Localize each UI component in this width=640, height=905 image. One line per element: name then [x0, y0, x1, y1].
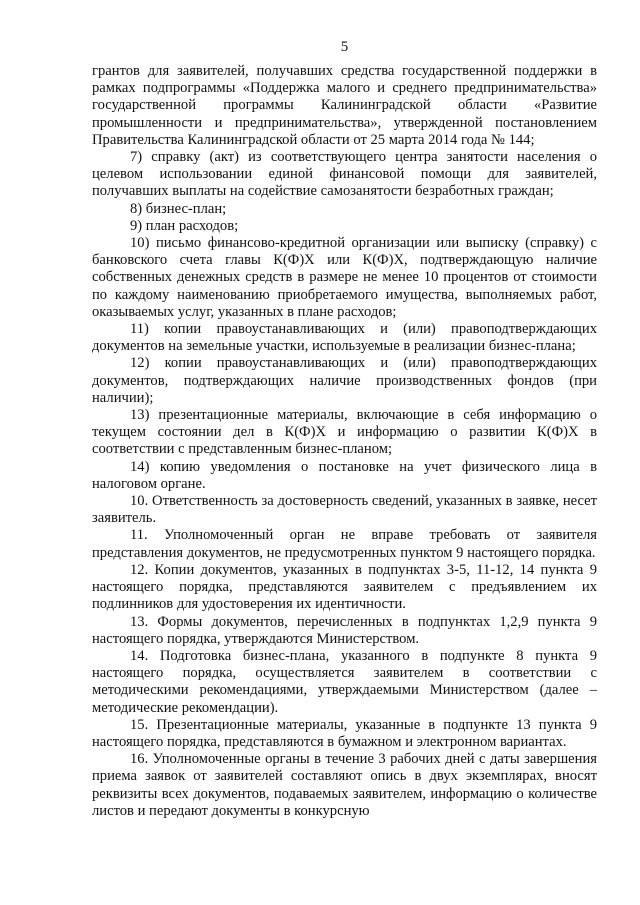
paragraph: 8) бизнес-план;	[130, 200, 227, 217]
paragraph: 11. Уполномоченный орган не вправе требовать от заявителя представления документов, не предусмотренных пунктом 9 настоящего порядка.	[92, 527, 597, 561]
paragraph: 7) справку (акт) из соответствующего центра занятости населения о целевом использовании единой финансовой помощи для заявителей, получавших выплаты на содействие самозанятости безработных граждан;	[92, 149, 597, 200]
paragraph: 13) презентационные материалы, включающие в себя информацию о текущем состоянии дел в К(Ф)Х и информацию о развитии К(Ф)Х в соответствии с представленным бизнес-планом;	[92, 407, 597, 458]
paragraph: 9) план расходов;	[130, 217, 239, 234]
paragraph: 12. Копии документов, указанных в подпунктах 3-5, 11-12, 14 пункта 9 настоящего порядка, представляются заявителем с предъявлением их подлинников для удостоверения их идентичности.	[92, 561, 597, 613]
page-number: 5	[340, 39, 349, 55]
paragraph: 11) копии правоустанавливающих и (или) правоподтверждающих документов на земельные участки, используемые в реализации бизнес-плана;	[92, 321, 597, 355]
paragraph: 16. Уполномоченные органы в течение 3 рабочих дней с даты завершения приема заявок от заявителей составляют опись в двух экземплярах, вносят реквизиты всех документов, подаваемых заявителем, информацию о количестве листов и передают документы в конкурсную	[92, 751, 597, 819]
paragraph: 10) письмо финансово-кредитной организации или выписку (справку) с банковского счета главы К(Ф)Х или К(Ф)Х, подтверждающую наличие собственных денежных средств в размере не менее 10 процентов от стоимости по каждому наименованию приобретаемого имущества, выполняемых работ, оказываемых услуг, указанных в плане расходов;	[92, 235, 597, 320]
document-page	[92, 38, 597, 820]
paragraph: 15. Презентационные материалы, указанные в подпункте 13 пункта 9 настоящего порядка, представляются в бумажном и электронном вариантах.	[92, 716, 597, 750]
paragraph: 14. Подготовка бизнес-плана, указанного в подпункте 8 пункта 9 настоящего порядка, осуществляется заявителем в соответствии с методическими рекомендациями, утверждаемыми Министерством (далее – методические рекомендации).	[92, 647, 597, 716]
paragraph: 13. Формы документов, перечисленных в подпунктах 1,2,9 пункта 9 настоящего порядка, утверждаются Министерством.	[92, 613, 597, 647]
paragraph: грантов для заявителей, получавших средства государственной поддержки в рамках подпрограммы «Поддержка малого и среднего предпринимательства» государственной программы Калининградской области «Развитие промышленности и предпринимательства», утвержденной постановлением Правительства Калининградской области от 25 марта 2014 года № 144;	[92, 63, 597, 148]
paragraph: 12) копии правоустанавливающих и (или) правоподтверждающих документов, подтверждающих наличие производственных фондов (при наличии);	[92, 355, 597, 406]
document-body	[92, 63, 597, 820]
paragraph: 14) копию уведомления о постановке на учет физического лица в налоговом органе.	[92, 458, 597, 492]
paragraph: 10. Ответственность за достоверность сведений, указанных в заявке, несет заявитель.	[92, 493, 597, 527]
